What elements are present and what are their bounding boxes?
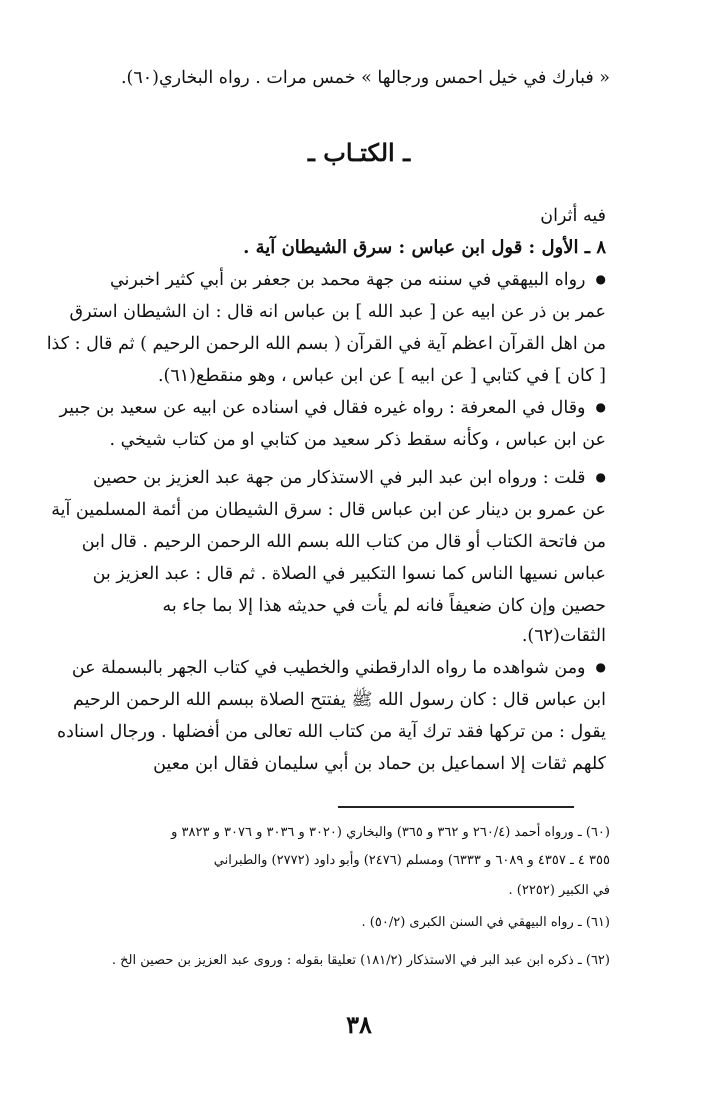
paragraph-line: من اهل القرآن اعظم آية في القرآن ( بسم الله الرحمن الرحيم ) ثم قال : كذا — [46, 334, 606, 354]
paragraph-line: عمر بن ذر عن ابيه عن [ عبد الله ] بن عباس انه قال : ان الشيطان استرق — [69, 302, 606, 322]
paragraph-line: عباس نسيها الناس كما نسوا التكبير في الصلاة . ثم قال : عبد العزيز بن — [92, 564, 606, 584]
paragraph-line: الثقات(٦٢). — [521, 626, 606, 646]
intro-text: فيه أثران — [540, 206, 606, 226]
paragraph-line: حصين وإن كان ضعيفاً فانه لم يأت في حديثه هذا إلا بما جاء به — [162, 596, 606, 616]
footnote-line: في الكبير (٢٢٥٢) . — [508, 883, 610, 898]
footnote-line: ٣٥٥ ٤ ـ ٤٣٥٧ و ٦٠٨٩ و ٦٣٣٣) ومسلم (٢٤٧٦) وأبو داود (٢٧٧٢) والطبراني — [213, 853, 610, 868]
paragraph-line: عن ابن عباس ، وكأنه سقط ذكر سعيد من كتابي او من كتاب شيخي . — [109, 430, 606, 450]
page-number: ٣٨ — [346, 1010, 372, 1039]
paragraph-line: [ كان ] في كتابي [ عن ابيه ] عن ابن عباس ، وهو منقطع(٦١). — [157, 366, 606, 386]
paragraph-line: ● قلت : ورواه ابن عبد البر في الاستذكار من جهة عبد العزيز بن حصين — [116, 466, 606, 491]
paragraph-line: ابن عباس قال : كان رسول الله ﷺ يفتتح الصلاة ببسم الله الرحمن الرحيم — [72, 690, 606, 710]
section-title: ـ الكتـاب ـ — [307, 138, 411, 167]
top-line: « فبارك في خيل احمس ورجالها » خمس مرات . رواه البخاري(٦٠). — [120, 68, 610, 88]
paragraph-line: من فاتحة الكتاب أو قال من كتاب الله بسم الله الرحمن الرحيم . قال ابن — [81, 532, 606, 552]
paragraph-line: كلهم ثقات إلا اسماعيل بن حماد بن أبي سليمان فقال ابن معين — [153, 754, 606, 774]
subheading: ٨ ـ الأول : قول ابن عباس : سرق الشيطان آية . — [243, 237, 606, 258]
footnote-line: (٦٢) ـ ذكره ابن عبد البر في الاستذكار (١٨١/٢) تعليقا بقوله : وروى عبد العزيز بن حصين الخ . — [111, 953, 610, 968]
paragraph-line: يقول : من تركها فقد ترك آية من كتاب الله تعالى من أفضلها . ورجال اسناده — [56, 722, 606, 742]
paragraph-line: ● وقال في المعرفة : رواه غيره فقال في اسناده عن ابيه عن سعيد بن جبير — [116, 396, 606, 421]
paragraph-line: ● ومن شواهده ما رواه الدارقطني والخطيب في كتاب الجهر بالبسملة عن — [116, 656, 606, 681]
footnote-separator — [338, 806, 574, 808]
footnote-line: (٦٠) ـ ورواه أحمد (٢٦٠/٤ و ٣٦٢ و ٣٦٥) والبخاري (٣٠٢٠ و ٣٠٣٦ و ٣٠٧٦ و ٣٨٢٣ و — [171, 825, 610, 840]
footnote-line: (٦١) ـ رواه البيهقي في السنن الكبرى (٥٠/٢) . — [361, 915, 610, 930]
paragraph-line: عن عمرو بن دينار عن ابن عباس قال : سرق الشيطان من أئمة المسلمين آية — [51, 500, 606, 520]
paragraph-line: ● رواه البيهقي في سننه من جهة محمد بن جعفر بن أبي كثير اخبرني — [116, 268, 606, 293]
